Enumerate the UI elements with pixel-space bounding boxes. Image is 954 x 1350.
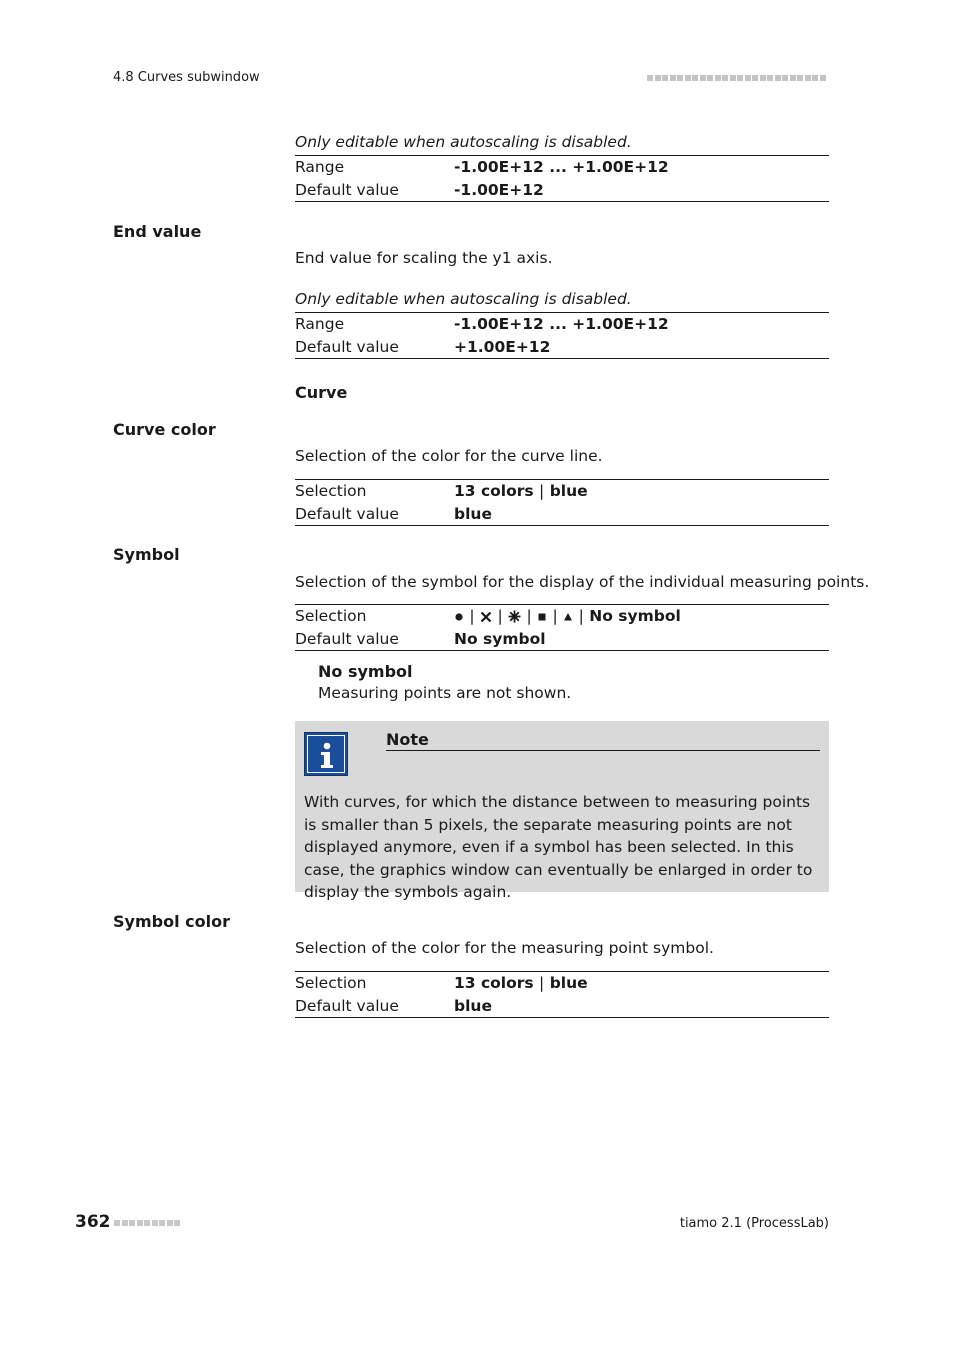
- triangle-symbol-icon: [563, 611, 573, 623]
- note-title: Note: [386, 730, 820, 751]
- table-row: Default value -1.00E+12: [295, 180, 544, 199]
- table-row: Selection 13 colors | blue: [295, 482, 588, 501]
- curve-color-description: Selection of the color for the curve line.: [295, 447, 603, 465]
- curve-section-title: Curve: [295, 383, 348, 402]
- section-header: 4.8 Curves subwindow: [113, 70, 260, 85]
- circle-symbol-icon: [454, 611, 464, 623]
- page-number: 362: [75, 1212, 111, 1232]
- no-symbol-text: Measuring points are not shown.: [318, 684, 572, 702]
- end-value-label: End value: [113, 222, 202, 241]
- table-row: Default value No symbol: [295, 629, 546, 648]
- table-row: Range -1.00E+12 ... +1.00E+12: [295, 315, 669, 334]
- header-decor-dots: [647, 75, 827, 81]
- symbol-color-table: [295, 971, 829, 1018]
- symbol-description: Selection of the symbol for the display of the individual measuring points.: [295, 573, 870, 591]
- table-row: Range -1.00E+12 ... +1.00E+12: [295, 158, 669, 177]
- symbol-color-description: Selection of the color for the measuring point symbol.: [295, 939, 714, 957]
- footer-product: tiamo 2.1 (ProcessLab): [679, 1216, 829, 1231]
- info-icon: [304, 732, 348, 776]
- table-row: Default value blue: [295, 504, 492, 523]
- no-symbol-title: No symbol: [318, 662, 413, 681]
- symbol-label: Symbol: [113, 545, 180, 564]
- end-value-note: Only editable when autoscaling is disabled.: [295, 290, 632, 308]
- curve-color-label: Curve color: [113, 420, 216, 439]
- table-row: Default value blue: [295, 996, 492, 1015]
- note-box: [295, 721, 829, 902]
- curve-color-table: [295, 479, 829, 526]
- symbol-color-label: Symbol color: [113, 912, 230, 931]
- table-row: Selection 13 colors | blue: [295, 974, 588, 993]
- note-body: With curves, for which the distance between to measuring points is smaller than 5 pixels, the separate measuring points are not displayed anymore, even if a symbol has been selected. In this case, the graphics window can eventually be enlarged in order to display the symbols again.: [304, 793, 813, 902]
- start-value-note: Only editable when autoscaling is disabled.: [295, 133, 632, 151]
- symbol-table: [295, 604, 829, 651]
- table-row: Default value +1.00E+12: [295, 337, 551, 356]
- footer-decor-dots: [114, 1220, 182, 1226]
- start-value-table: [295, 155, 829, 202]
- star-symbol-icon: [508, 610, 521, 623]
- table-row: Selection | | | | | No symbol: [295, 607, 681, 626]
- cross-symbol-icon: [480, 611, 492, 623]
- end-value-description: End value for scaling the y1 axis.: [295, 249, 553, 267]
- square-symbol-icon: [537, 611, 547, 623]
- end-value-table: [295, 312, 829, 359]
